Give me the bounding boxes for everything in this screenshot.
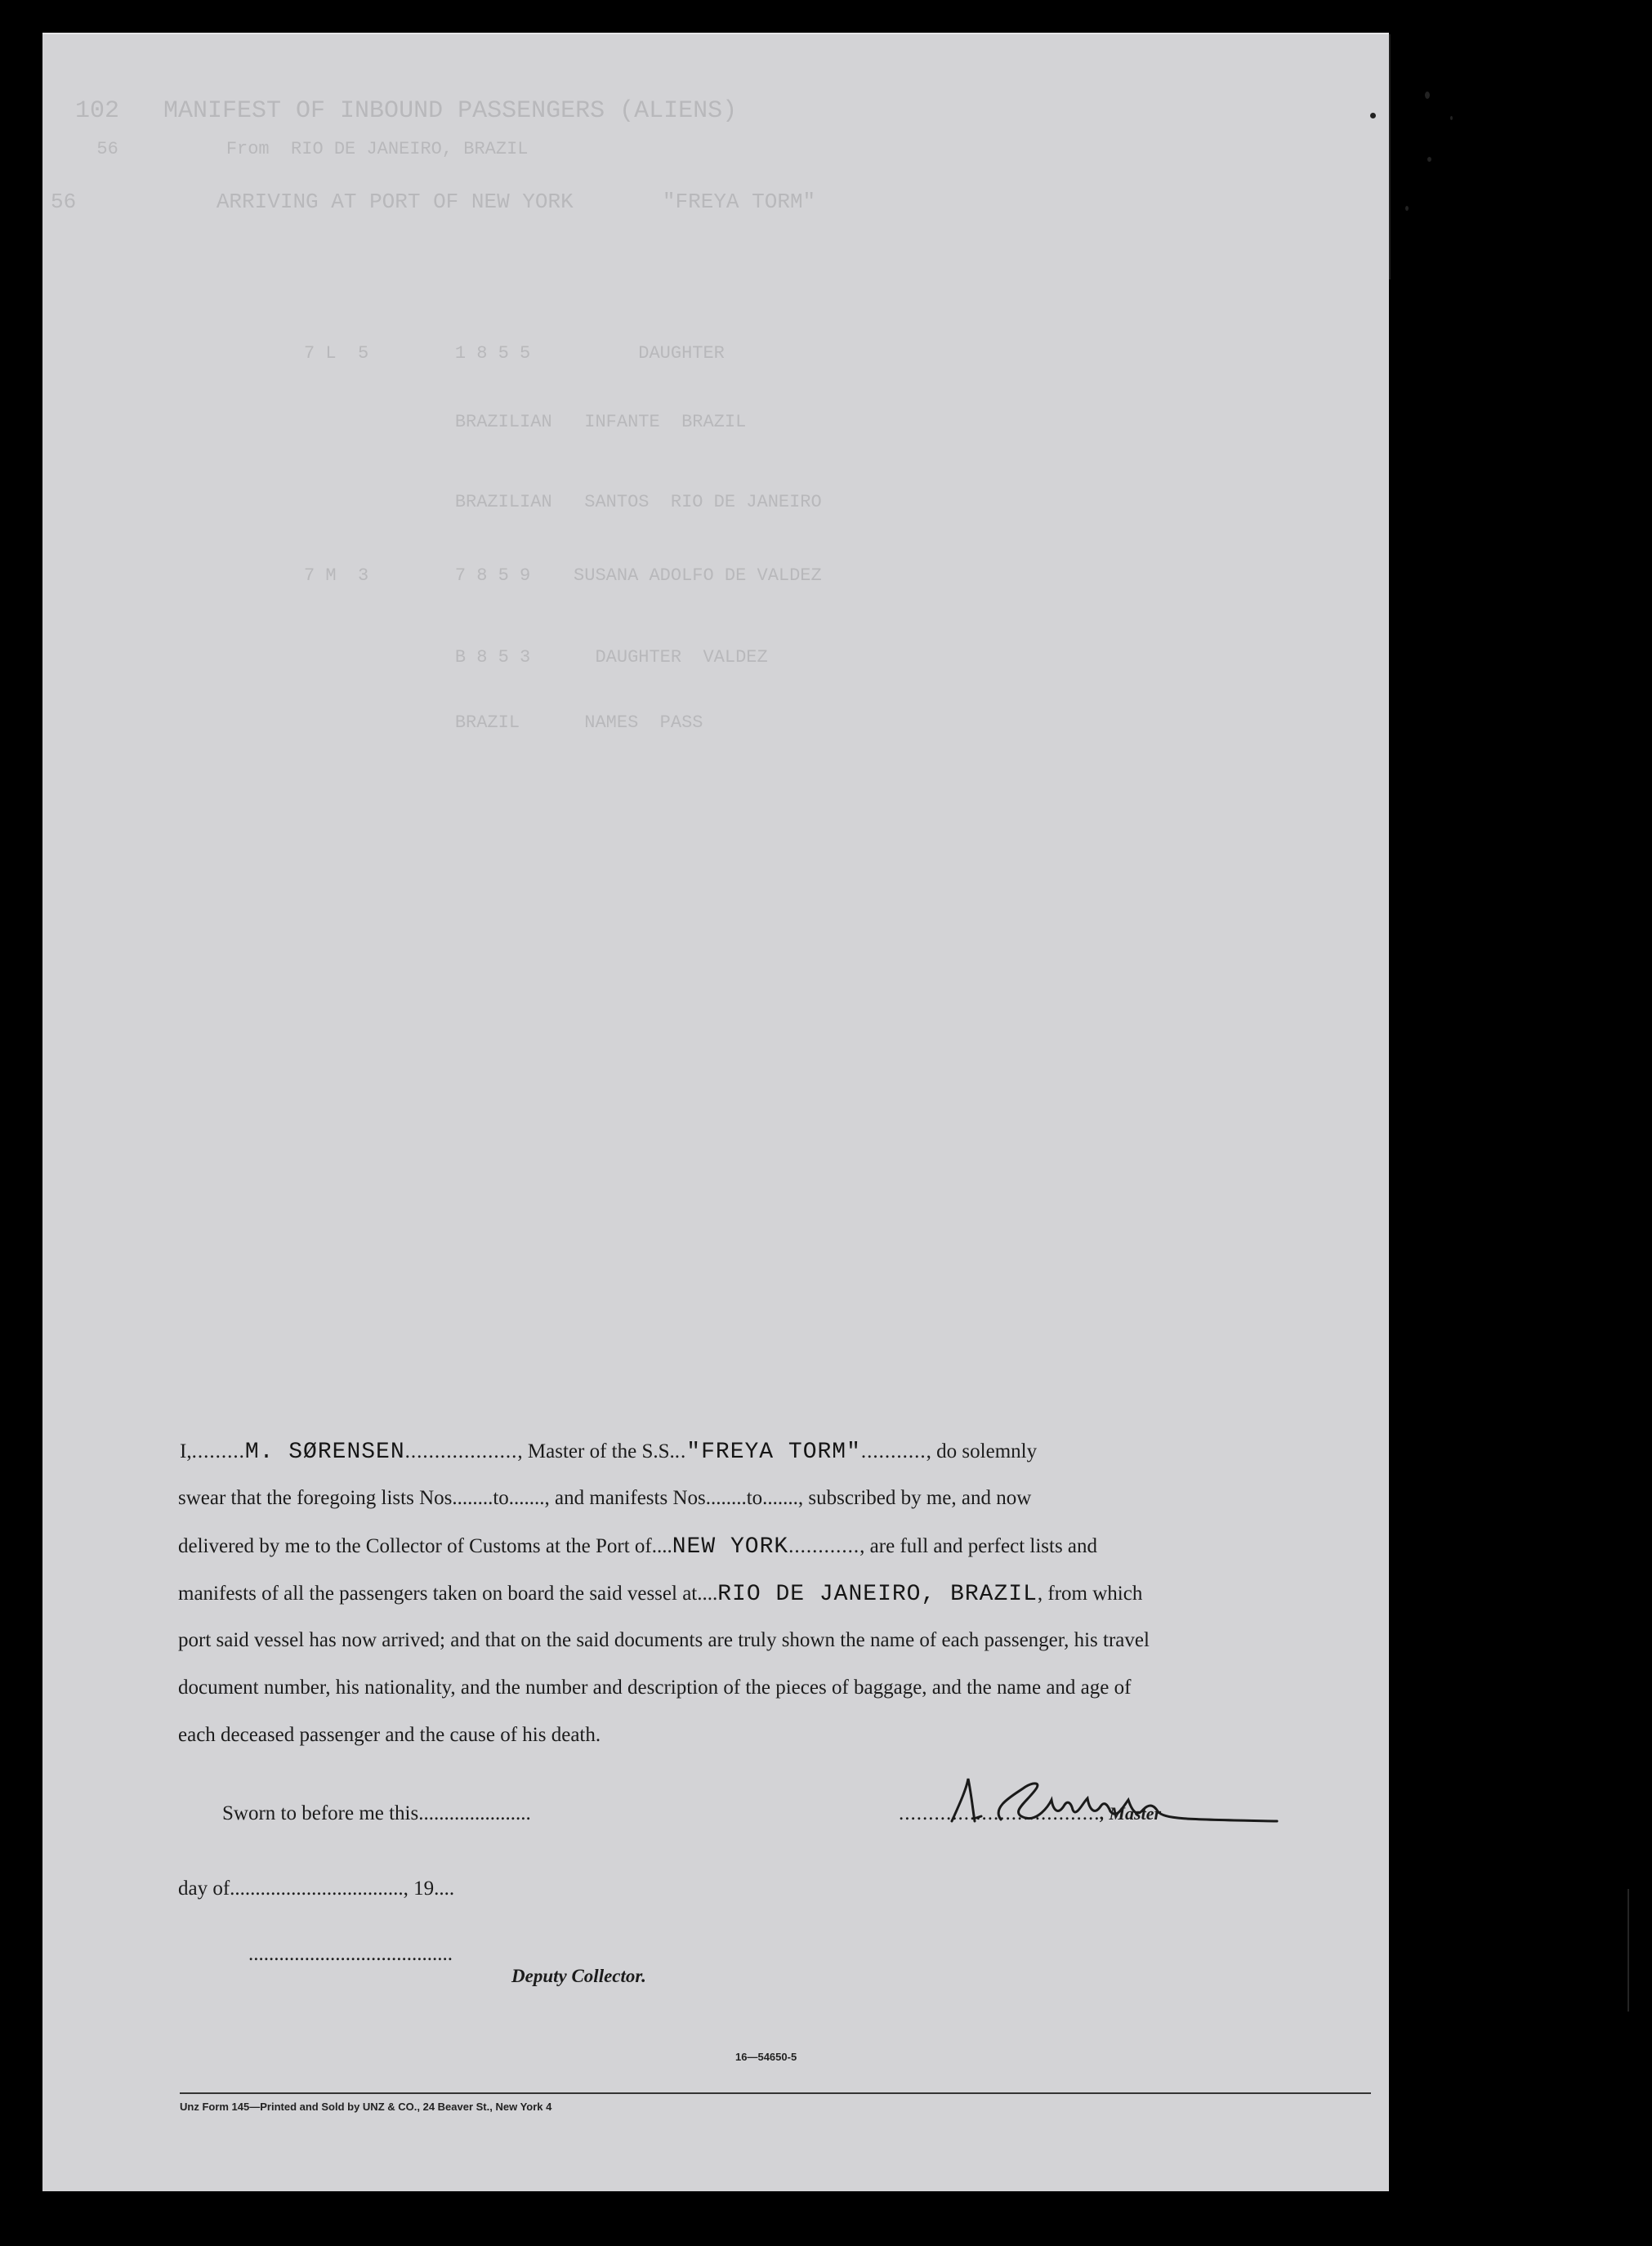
sworn-line: Sworn to before me this...................... — [222, 1802, 531, 1824]
oath-text: , are full and perfect lists and — [859, 1535, 1098, 1557]
oath-line-6: document number, his nationality, and the number and description of the pieces of baggage, and the name and age of — [178, 1677, 1132, 1699]
speck — [1450, 116, 1453, 120]
speck — [1370, 113, 1376, 118]
oath-prefix: I, — [180, 1440, 192, 1462]
oath-line-7: each deceased passenger and the cause of his death. — [178, 1724, 601, 1746]
deputy-dots: ........................................ — [248, 1943, 453, 1965]
oath-dots: ......... — [191, 1440, 245, 1462]
master-label: , Master — [1100, 1803, 1162, 1824]
oath-line-5: port said vessel has now arrived; and that on the said documents are truly shown the name of each passenger, his travel — [178, 1629, 1150, 1651]
edge-mark — [1627, 1889, 1629, 2012]
document-page — [42, 33, 1389, 2191]
speck — [1425, 92, 1430, 99]
form-number: 16—54650-5 — [735, 2051, 797, 2063]
deputy-collector-label: Deputy Collector. — [511, 1966, 646, 1986]
oath-dots: .. — [674, 1440, 687, 1462]
oath-text: , Master of the S.S. — [517, 1440, 675, 1462]
oath-dots: .................................. — [899, 1802, 1101, 1824]
day-of-line: day of.................................., 19.... — [178, 1878, 455, 1900]
edge-mark — [1389, 34, 1391, 279]
punch-hole-top — [1491, 558, 1527, 594]
oath-line-3 — [178, 1534, 1097, 1560]
punch-hole-bottom — [1485, 1716, 1520, 1752]
master-signature-line — [899, 1802, 1161, 1825]
footer-rule — [180, 2092, 1371, 2094]
oath-text: swear that the foregoing lists Nos........to......., and manifests Nos........to......., subscribed by me, and now — [178, 1487, 1032, 1509]
oath-line-2 — [178, 1487, 1031, 1510]
speck — [1427, 157, 1431, 162]
oath-text: delivered by me to the Collector of Customs at the Port of.... — [178, 1535, 672, 1557]
oath-line-1 — [180, 1440, 1037, 1465]
bleed-through-text: 102 MANIFEST OF INBOUND PASSENGERS (ALIENS) 56 From RIO DE JANEIRO, BRAZIL 56 ARRIVING AT PORT OF NEW YORK "FREYA TORM" 7 L 5 1 8 5 5 DAUGHTER BRAZILIAN INFANTE BRAZIL BRAZILIAN SANTOS RIO DE JANEIRO 7 M 3 7 8 5 9 SUSANA ADOLFO DE VALDEZ B 8 5 3 DAUGHTER VALDEZ BRAZIL NAMES PASS — [51, 97, 822, 733]
arrival-port: NEW YORK — [672, 1534, 789, 1560]
printer-line: Unz Form 145—Printed and Sold by UNZ & CO., 24 Beaver St., New York 4 — [180, 2101, 552, 2113]
departure-port: RIO DE JANEIRO, BRAZIL — [717, 1582, 1038, 1607]
oath-dots: ............ — [788, 1535, 860, 1557]
oath-dots: ........... — [860, 1440, 926, 1462]
oath-text: manifests of all the passengers taken on board the said vessel at.... — [178, 1583, 718, 1605]
oath-text: , from which — [1037, 1583, 1143, 1605]
vessel-name: "FREYA TORM" — [686, 1440, 861, 1465]
speck — [1405, 206, 1409, 211]
oath-dots: ................... — [404, 1440, 518, 1462]
oath-text: , do solemnly — [926, 1440, 1038, 1462]
master-name: M. SØRENSEN — [244, 1440, 405, 1465]
oath-line-4 — [178, 1582, 1142, 1607]
